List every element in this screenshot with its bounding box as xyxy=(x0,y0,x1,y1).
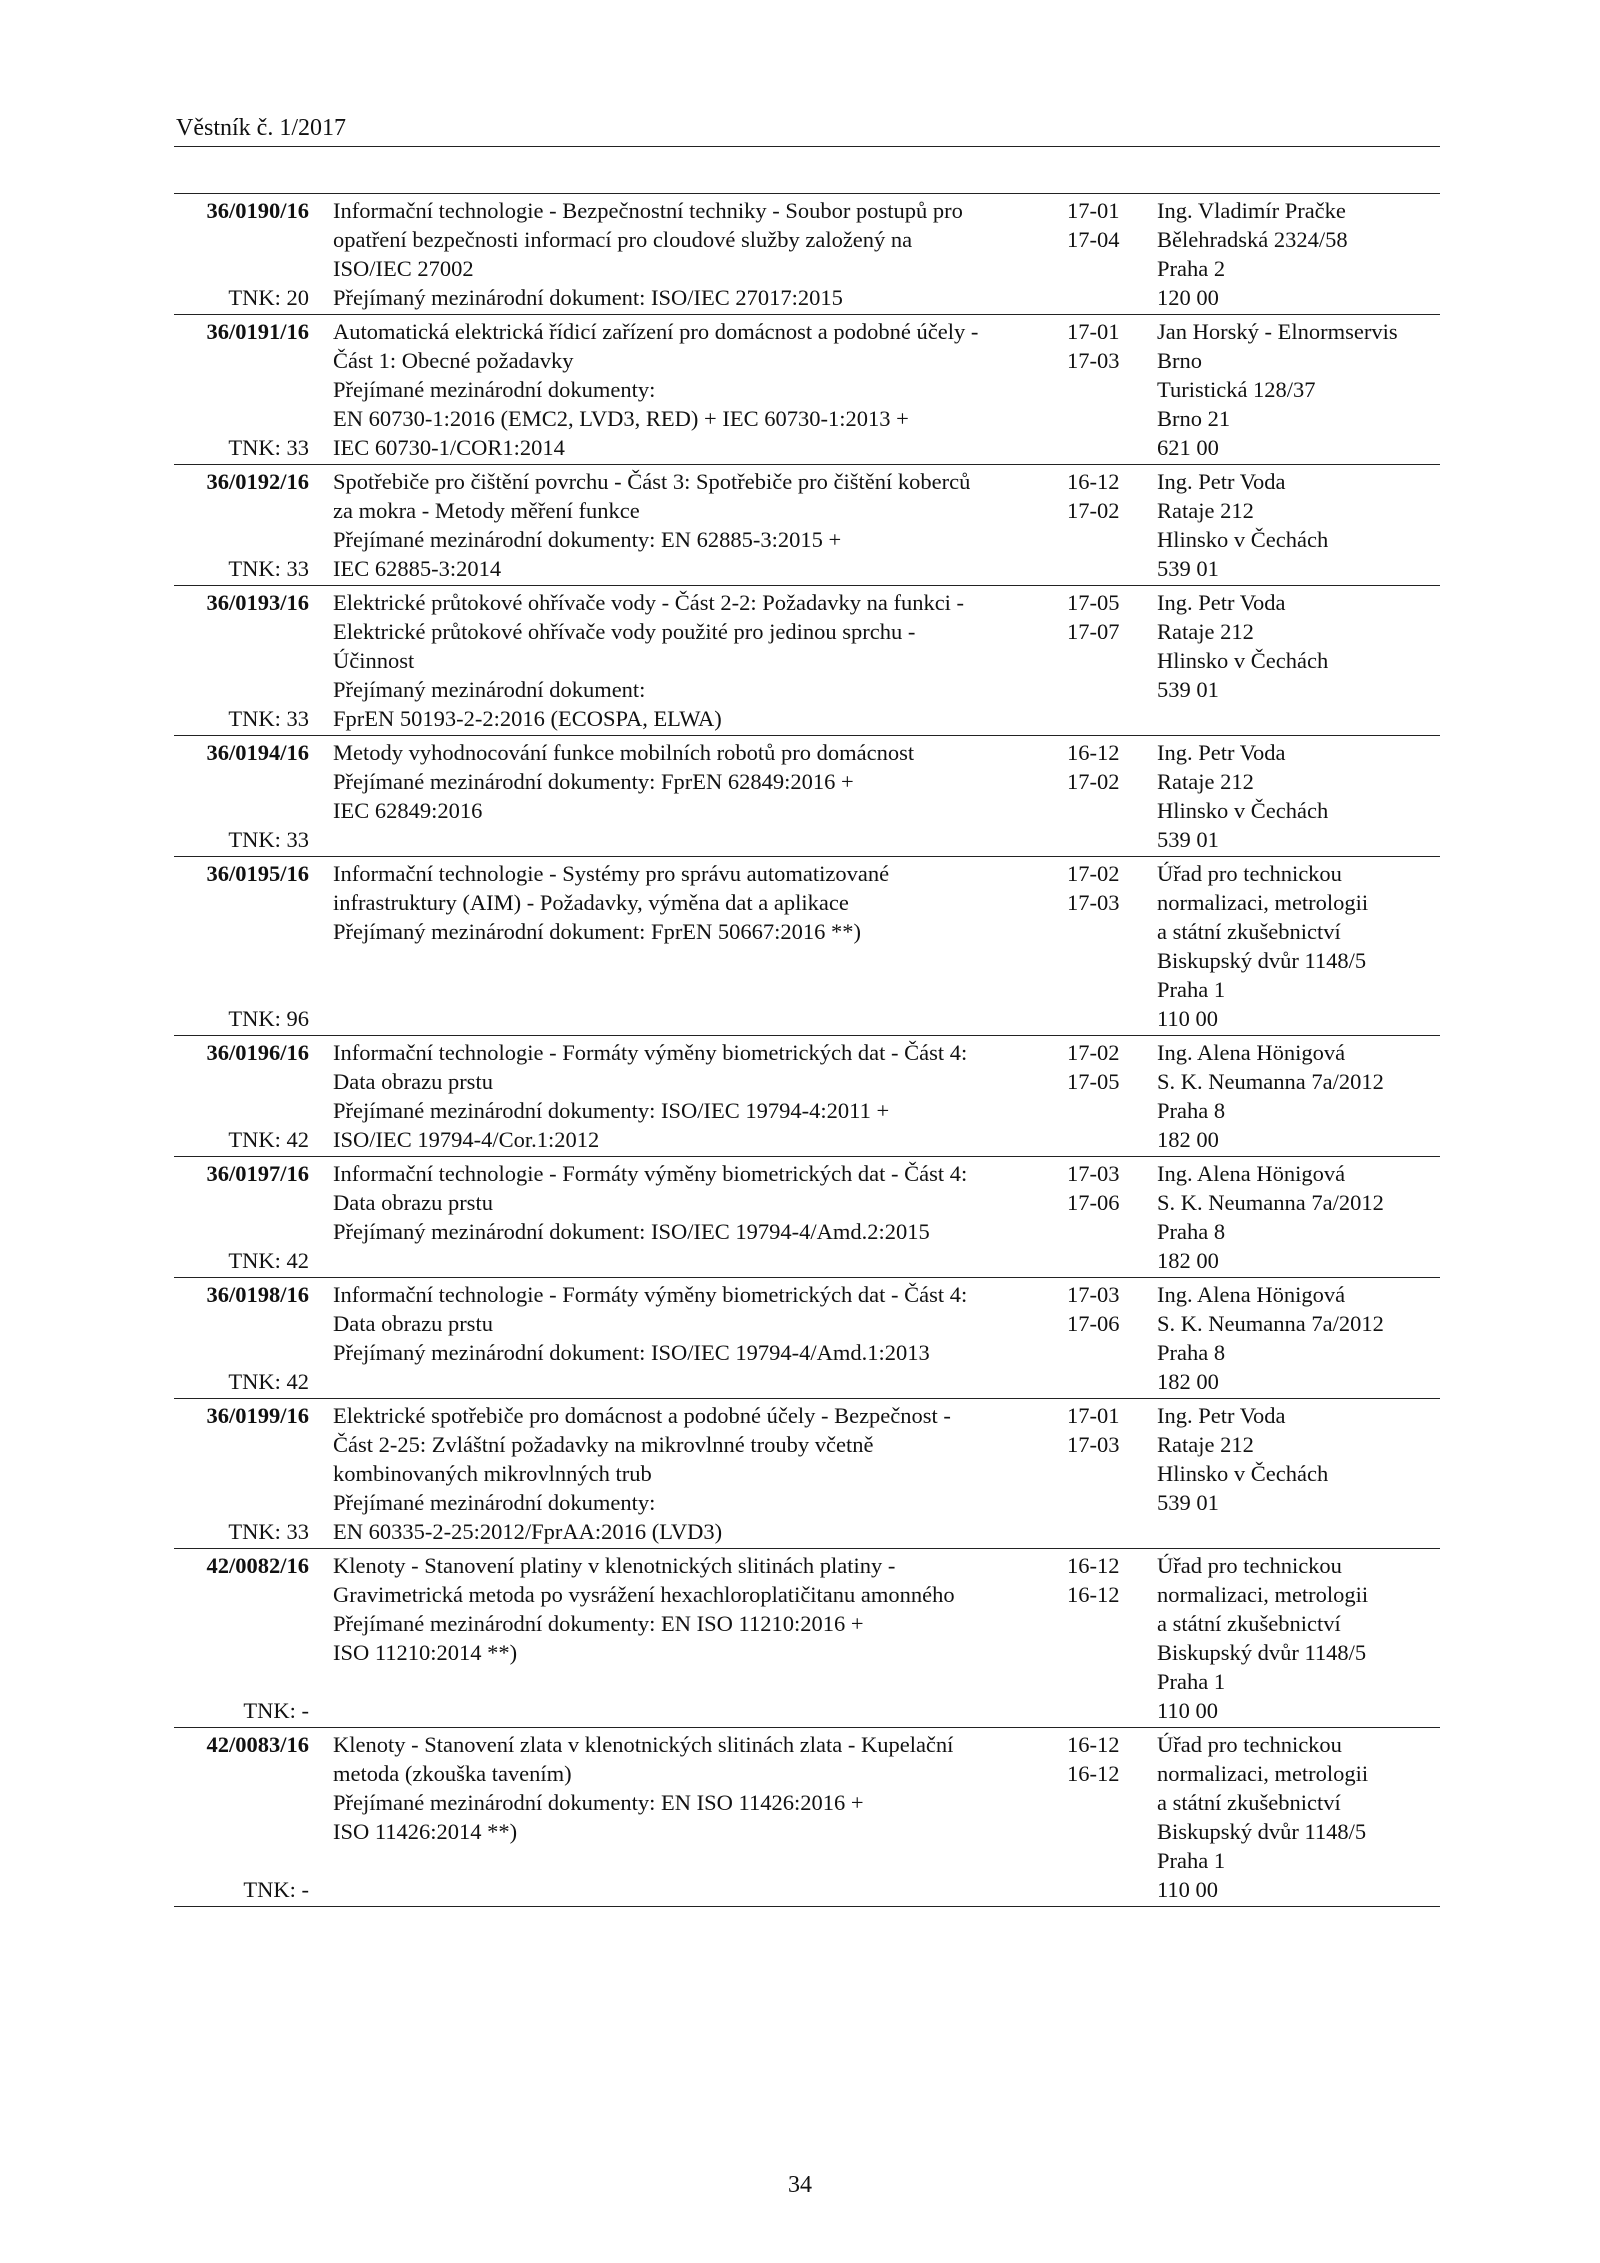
description-line: Klenoty - Stanovení zlata v klenotnických slitinách zlata - Kupelační xyxy=(333,1732,954,1757)
contact-line: Biskupský dvůr 1148/5 xyxy=(1157,1640,1367,1665)
description-line: ISO 11210:2014 **) xyxy=(333,1640,518,1665)
description-line: za mokra - Metody měření funkce xyxy=(333,498,640,523)
date-value: 16-12 xyxy=(1067,1761,1120,1786)
contact-cell xyxy=(1148,588,1440,733)
standard-id: 36/0198/16 xyxy=(206,1282,309,1307)
date-value: 17-03 xyxy=(1067,1432,1120,1457)
description-line: Gravimetrická metoda po vysrážení hexachloroplatičitanu amonného xyxy=(333,1582,955,1607)
description-line: kombinovaných mikrovlnných trub xyxy=(333,1461,652,1486)
contact-line: Ing. Petr Voda xyxy=(1157,590,1286,615)
contact-line: Rataje 212 xyxy=(1157,769,1254,794)
id-cell xyxy=(174,467,309,583)
contact-cell xyxy=(1148,317,1440,462)
description-line: Automatická elektrická řídicí zařízení pro domácnost a podobné účely - xyxy=(333,319,979,344)
standard-id: 36/0190/16 xyxy=(206,198,309,223)
date-value: 16-12 xyxy=(1067,1582,1120,1607)
description-line: Informační technologie - Systémy pro správu automatizované xyxy=(333,861,890,886)
contact-line: Rataje 212 xyxy=(1157,498,1254,523)
contact-cell xyxy=(1148,859,1440,1033)
date-value: 17-02 xyxy=(1067,1040,1120,1065)
description-line: Data obrazu prstu xyxy=(333,1311,493,1336)
tnk-label: TNK: 33 xyxy=(228,1519,309,1544)
contact-line: Ing. Alena Hönigová xyxy=(1157,1282,1346,1307)
description-line: Data obrazu prstu xyxy=(333,1190,493,1215)
id-cell xyxy=(174,1551,309,1725)
description-cell xyxy=(309,317,1046,462)
tnk-label: TNK: - xyxy=(243,1698,309,1723)
description-line: Informační technologie - Formáty výměny biometrických dat - Část 4: xyxy=(333,1040,968,1065)
description-line: Informační technologie - Formáty výměny biometrických dat - Část 4: xyxy=(333,1161,968,1186)
tnk-label: TNK: 96 xyxy=(228,1006,309,1031)
contact-cell xyxy=(1148,467,1440,583)
tnk-label: TNK: 33 xyxy=(228,827,309,852)
table-row xyxy=(174,586,1440,736)
contact-line: 110 00 xyxy=(1157,1698,1219,1723)
standard-id: 42/0083/16 xyxy=(206,1732,309,1757)
contact-line: Ing. Petr Voda xyxy=(1157,1403,1286,1428)
contact-line: Praha 2 xyxy=(1157,256,1226,281)
dates-cell xyxy=(1046,738,1148,854)
contact-line: Hlinsko v Čechách xyxy=(1157,1461,1329,1486)
contact-line: Úřad pro technickou xyxy=(1157,1553,1342,1578)
table-row xyxy=(174,1399,1440,1549)
contact-line: Ing. Alena Hönigová xyxy=(1157,1040,1346,1065)
description-cell xyxy=(309,1401,1046,1546)
date-value: 17-02 xyxy=(1067,498,1120,523)
date-value: 17-05 xyxy=(1067,1069,1120,1094)
dates-cell xyxy=(1046,1038,1148,1154)
contact-line: 120 00 xyxy=(1157,285,1219,310)
standard-id: 36/0191/16 xyxy=(206,319,309,344)
date-value: 17-07 xyxy=(1067,619,1120,644)
table-row xyxy=(174,857,1440,1036)
id-cell xyxy=(174,1730,309,1904)
description-cell xyxy=(309,1159,1046,1275)
description-line: Spotřebiče pro čištění povrchu - Část 3: Spotřebiče pro čištění koberců xyxy=(333,469,971,494)
contact-cell xyxy=(1148,1401,1440,1546)
contact-line: a státní zkušebnictví xyxy=(1157,1790,1341,1815)
tnk-label: TNK: 42 xyxy=(228,1127,309,1152)
contact-line: Ing. Petr Voda xyxy=(1157,469,1286,494)
contact-line: Brno 21 xyxy=(1157,406,1231,431)
contact-line: S. K. Neumanna 7a/2012 xyxy=(1157,1190,1384,1215)
date-value: 16-12 xyxy=(1067,1553,1120,1578)
description-line: metoda (zkouška tavením) xyxy=(333,1761,572,1786)
description-line: Elektrické průtokové ohřívače vody použité pro jedinou sprchu - xyxy=(333,619,916,644)
table-row xyxy=(174,465,1440,586)
contact-line: Praha 1 xyxy=(1157,1669,1226,1694)
id-cell xyxy=(174,317,309,462)
id-cell xyxy=(174,1401,309,1546)
contact-cell xyxy=(1148,1159,1440,1275)
contact-cell xyxy=(1148,1551,1440,1725)
contact-line: 182 00 xyxy=(1157,1369,1219,1394)
contact-line: normalizaci, metrologii xyxy=(1157,1761,1369,1786)
description-line: Přejímaný mezinárodní dokument: xyxy=(333,677,646,702)
tnk-label: TNK: 33 xyxy=(228,556,309,581)
contact-line: normalizaci, metrologii xyxy=(1157,1582,1369,1607)
standard-id: 36/0194/16 xyxy=(206,740,309,765)
date-value: 16-12 xyxy=(1067,1732,1120,1757)
date-value: 16-12 xyxy=(1067,469,1120,494)
description-line: ISO/IEC 27002 xyxy=(333,256,474,281)
contact-line: Praha 8 xyxy=(1157,1098,1226,1123)
description-line: Přejímané mezinárodní dokumenty: xyxy=(333,1490,656,1515)
description-line: opatření bezpečnosti informací pro cloudové služby založený na xyxy=(333,227,913,252)
contact-line: Ing. Alena Hönigová xyxy=(1157,1161,1346,1186)
standard-id: 36/0195/16 xyxy=(206,861,309,886)
dates-cell xyxy=(1046,317,1148,462)
description-line: Část 1: Obecné požadavky xyxy=(333,348,574,373)
contact-line: Brno xyxy=(1157,348,1202,373)
description-line: Přejímaný mezinárodní dokument: ISO/IEC 27017:2015 xyxy=(333,285,843,310)
table-row xyxy=(174,194,1440,315)
contact-line: 621 00 xyxy=(1157,435,1219,460)
description-line: Účinnost xyxy=(333,648,415,673)
contact-line: 539 01 xyxy=(1157,827,1219,852)
dates-cell xyxy=(1046,1730,1148,1904)
description-line: Část 2-25: Zvláštní požadavky na mikrovlnné trouby včetně xyxy=(333,1432,874,1457)
contact-line: 539 01 xyxy=(1157,1490,1219,1515)
contact-line: Praha 8 xyxy=(1157,1219,1226,1244)
dates-cell xyxy=(1046,1401,1148,1546)
description-line: EN 60730-1:2016 (EMC2, LVD3, RED) + IEC 60730-1:2013 + xyxy=(333,406,909,431)
contact-cell xyxy=(1148,1280,1440,1396)
date-value: 17-05 xyxy=(1067,590,1120,615)
date-value: 16-12 xyxy=(1067,740,1120,765)
description-line: Přejímané mezinárodní dokumenty: EN 62885-3:2015 + xyxy=(333,527,842,552)
tnk-label: TNK: 33 xyxy=(228,706,309,731)
contact-line: Praha 8 xyxy=(1157,1340,1226,1365)
contact-line: Ing. Petr Voda xyxy=(1157,740,1286,765)
date-value: 17-03 xyxy=(1067,1282,1120,1307)
description-line: IEC 60730-1/COR1:2014 xyxy=(333,435,565,460)
table-row xyxy=(174,1728,1440,1907)
date-value: 17-06 xyxy=(1067,1311,1120,1336)
table-row xyxy=(174,1549,1440,1728)
header-rule xyxy=(174,146,1440,147)
contact-line: 539 01 xyxy=(1157,677,1219,702)
standard-id: 36/0192/16 xyxy=(206,469,309,494)
description-cell xyxy=(309,1280,1046,1396)
contact-line: a státní zkušebnictví xyxy=(1157,919,1341,944)
contact-line: Jan Horský - Elnormservis xyxy=(1157,319,1398,344)
contact-line: Turistická 128/37 xyxy=(1157,377,1316,402)
description-line: Metody vyhodnocování funkce mobilních robotů pro domácnost xyxy=(333,740,915,765)
dates-cell xyxy=(1046,196,1148,312)
date-value: 17-02 xyxy=(1067,861,1120,886)
description-cell xyxy=(309,859,1046,1033)
id-cell xyxy=(174,859,309,1033)
description-cell xyxy=(309,738,1046,854)
date-value: 17-06 xyxy=(1067,1190,1120,1215)
contact-line: Ing. Vladimír Pračke xyxy=(1157,198,1346,223)
date-value: 17-01 xyxy=(1067,198,1120,223)
date-value: 17-01 xyxy=(1067,1403,1120,1428)
standard-id: 36/0193/16 xyxy=(206,590,309,615)
contact-line: Bělehradská 2324/58 xyxy=(1157,227,1348,252)
tnk-label: TNK: 42 xyxy=(228,1248,309,1273)
contact-line: Úřad pro technickou xyxy=(1157,861,1342,886)
contact-cell xyxy=(1148,1730,1440,1904)
contact-line: 539 01 xyxy=(1157,556,1219,581)
description-cell xyxy=(309,1038,1046,1154)
contact-line: Biskupský dvůr 1148/5 xyxy=(1157,948,1367,973)
contact-line: 182 00 xyxy=(1157,1248,1219,1273)
contact-line: Hlinsko v Čechách xyxy=(1157,798,1329,823)
dates-cell xyxy=(1046,859,1148,1033)
date-value: 17-03 xyxy=(1067,890,1120,915)
contact-line: Úřad pro technickou xyxy=(1157,1732,1342,1757)
contact-line: normalizaci, metrologii xyxy=(1157,890,1369,915)
contact-line: 110 00 xyxy=(1157,1006,1219,1031)
dates-cell xyxy=(1046,1551,1148,1725)
table-row xyxy=(174,1278,1440,1399)
dates-cell xyxy=(1046,588,1148,733)
table-row xyxy=(174,1157,1440,1278)
date-value: 17-04 xyxy=(1067,227,1120,252)
contact-line: 182 00 xyxy=(1157,1127,1219,1152)
contact-line: Rataje 212 xyxy=(1157,1432,1254,1457)
date-value: 17-03 xyxy=(1067,348,1120,373)
date-value: 17-01 xyxy=(1067,319,1120,344)
description-line: Přejímané mezinárodní dokumenty: FprEN 62849:2016 + xyxy=(333,769,854,794)
contact-cell xyxy=(1148,738,1440,854)
contact-line: 110 00 xyxy=(1157,1877,1219,1902)
contact-line: a státní zkušebnictví xyxy=(1157,1611,1341,1636)
tnk-label: TNK: - xyxy=(243,1877,309,1902)
standard-id: 42/0082/16 xyxy=(206,1553,309,1578)
description-line: Přejímané mezinárodní dokumenty: EN ISO 11426:2016 + xyxy=(333,1790,864,1815)
description-cell xyxy=(309,1551,1046,1725)
contact-line: Biskupský dvůr 1148/5 xyxy=(1157,1819,1367,1844)
description-line: Elektrické spotřebiče pro domácnost a podobné účely - Bezpečnost - xyxy=(333,1403,951,1428)
description-line: Přejímaný mezinárodní dokument: FprEN 50667:2016 **) xyxy=(333,919,862,944)
id-cell xyxy=(174,738,309,854)
dates-cell xyxy=(1046,1159,1148,1275)
contact-cell xyxy=(1148,196,1440,312)
description-line: Informační technologie - Formáty výměny biometrických dat - Část 4: xyxy=(333,1282,968,1307)
description-line: Přejímané mezinárodní dokumenty: ISO/IEC 19794-4:2011 + xyxy=(333,1098,890,1123)
dates-cell xyxy=(1046,1280,1148,1396)
dates-cell xyxy=(1046,467,1148,583)
description-cell xyxy=(309,196,1046,312)
id-cell xyxy=(174,1038,309,1154)
description-line: IEC 62849:2016 xyxy=(333,798,483,823)
description-line: infrastruktury (AIM) - Požadavky, výměna dat a aplikace xyxy=(333,890,849,915)
description-cell xyxy=(309,467,1046,583)
tnk-label: TNK: 42 xyxy=(228,1369,309,1394)
id-cell xyxy=(174,1159,309,1275)
description-line: EN 60335-2-25:2012/FprAA:2016 (LVD3) xyxy=(333,1519,723,1544)
standard-id: 36/0199/16 xyxy=(206,1403,309,1428)
description-line: FprEN 50193-2-2:2016 (ECOSPA, ELWA) xyxy=(333,706,722,731)
tnk-label: TNK: 20 xyxy=(228,285,309,310)
contact-line: S. K. Neumanna 7a/2012 xyxy=(1157,1069,1384,1094)
contact-line: S. K. Neumanna 7a/2012 xyxy=(1157,1311,1384,1336)
table-row xyxy=(174,1036,1440,1157)
description-line: Data obrazu prstu xyxy=(333,1069,493,1094)
date-value: 17-03 xyxy=(1067,1161,1120,1186)
description-line: Informační technologie - Bezpečnostní techniky - Soubor postupů pro xyxy=(333,198,963,223)
description-line: Elektrické průtokové ohřívače vody - Část 2-2: Požadavky na funkci - xyxy=(333,590,965,615)
description-line: Přejímané mezinárodní dokumenty: EN ISO 11210:2016 + xyxy=(333,1611,864,1636)
page-number: 34 xyxy=(788,2172,812,2198)
description-cell xyxy=(309,1730,1046,1904)
contact-line: Hlinsko v Čechách xyxy=(1157,527,1329,552)
description-line: ISO 11426:2014 **) xyxy=(333,1819,518,1844)
contact-line: Praha 1 xyxy=(1157,1848,1226,1873)
description-line: ISO/IEC 19794-4/Cor.1:2012 xyxy=(333,1127,600,1152)
contact-line: Hlinsko v Čechách xyxy=(1157,648,1329,673)
description-line: Přejímaný mezinárodní dokument: ISO/IEC 19794-4/Amd.2:2015 xyxy=(333,1219,930,1244)
id-cell xyxy=(174,588,309,733)
standards-table xyxy=(174,193,1440,1907)
contact-cell xyxy=(1148,1038,1440,1154)
date-value: 17-02 xyxy=(1067,769,1120,794)
description-line: Klenoty - Stanovení platiny v klenotnických slitinách platiny - xyxy=(333,1553,896,1578)
id-cell xyxy=(174,196,309,312)
table-row xyxy=(174,736,1440,857)
description-line: Přejímané mezinárodní dokumenty: xyxy=(333,377,656,402)
description-line: IEC 62885-3:2014 xyxy=(333,556,502,581)
contact-line: Praha 1 xyxy=(1157,977,1226,1002)
standard-id: 36/0196/16 xyxy=(206,1040,309,1065)
page-header-title: Věstník č. 1/2017 xyxy=(176,115,346,141)
id-cell xyxy=(174,1280,309,1396)
description-cell xyxy=(309,588,1046,733)
contact-line: Rataje 212 xyxy=(1157,619,1254,644)
standard-id: 36/0197/16 xyxy=(206,1161,309,1186)
tnk-label: TNK: 33 xyxy=(228,435,309,460)
description-line: Přejímaný mezinárodní dokument: ISO/IEC 19794-4/Amd.1:2013 xyxy=(333,1340,930,1365)
table-row xyxy=(174,315,1440,465)
